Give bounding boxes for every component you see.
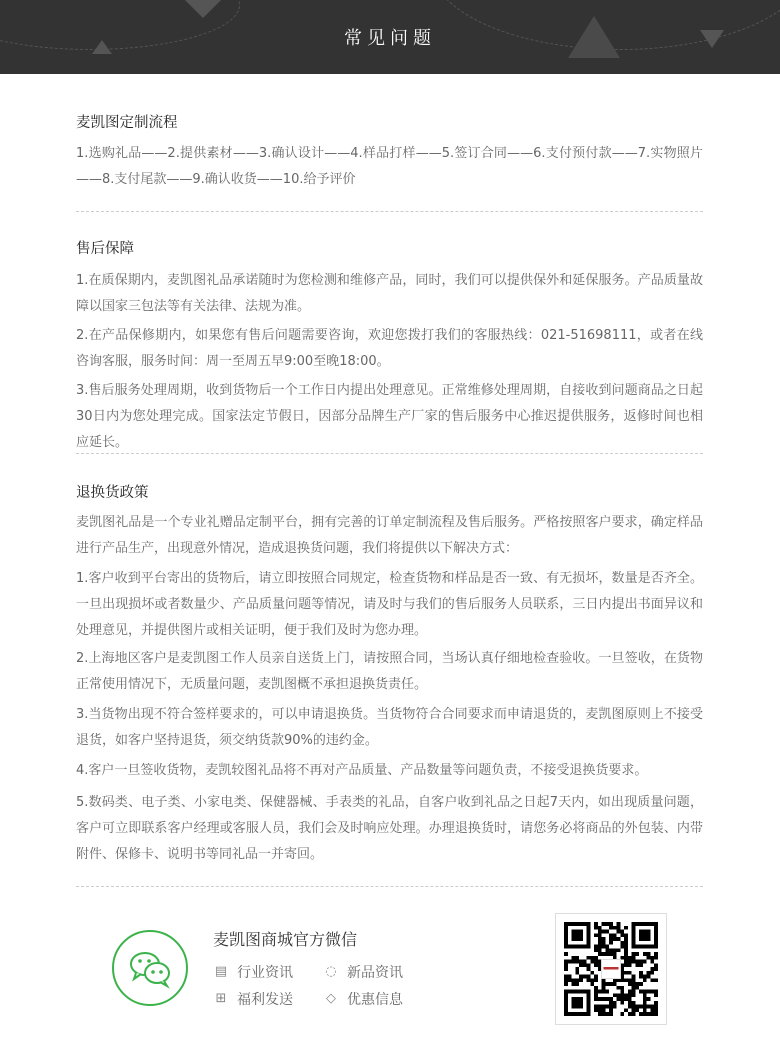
paragraph: 麦凯图礼品是一个专业礼赠品定制平台，拥有完善的订单定制流程及售后服务。严格按照客户要求，确定样品进行产品生产，出现意外情况，造成退换货问题，我们将提供以下解决方式： (76, 515, 703, 556)
paragraph: 2.上海地区客户是麦凯图工作人员亲自送货上门，请按照合同，当场认真仔细地检查验收。一旦签收，在货物正常使用情况下，无质量问题，麦凯图概不承担退换货责任。 (76, 651, 703, 692)
paragraph: 2.在产品保修期内，如果您有售后问题需要咨询，欢迎您拨打我们的客服热线：021-51698111，或者在线咨询客服，服务时间：周一至周五早9:00至晚18:00。 (76, 328, 703, 369)
paragraph: 1.客户收到平台寄出的货物后，请立即按照合同规定，检查货物和样品是否一致、有无损坏，数量是否齐全。一旦出现损坏或者数量少、产品质量问题等情况，请及时与我们的售后服务人员联系，三日内提出书面异议和处理意见，并提供图片或相关证明，便于我们及时为您办理。 (76, 571, 703, 638)
paragraph: 1.在质保期内，麦凯图礼品承诺随时为您检测和维修产品，同时，我们可以提供保外和延保服务。产品质量故障以国家三包法等有关法律、法规为准。 (76, 273, 703, 314)
feature-discounts (323, 989, 403, 1009)
wechat-title: 麦凯图商城官方微信 (213, 930, 358, 949)
divider (76, 211, 703, 212)
divider (76, 453, 703, 454)
wechat-logo (112, 930, 188, 1006)
divider (76, 886, 703, 887)
process-steps: 1.选购礼品——2.提供素材——3.确认设计——4.样品打样——5.签订合同——6.支付预付款——7.实物照片——8.支付尾款——9.确认收货——10.给予评价 (76, 146, 703, 187)
section-title: 退换货政策 (76, 485, 149, 501)
gift-icon: ⊞ (215, 991, 227, 1006)
feature-label: 行业资讯 (237, 965, 293, 981)
feature-new-products (323, 962, 403, 982)
feature-label: 福利发送 (237, 992, 293, 1008)
section-title: 售后保障 (76, 241, 134, 257)
paragraph: 5.数码类、电子类、小家电类、保健器械、手表类的礼品，自客户收到礼品之日起7天内，如出现质量问题，客户可立即联系客户经理或客服人员，我们会及时响应处理。办理退换货时，请您务必将商品的外包装、内带附件、保修卡、说明书等同礼品一并寄回。 (76, 795, 703, 862)
wechat-qr-code (555, 913, 667, 1025)
decor-triangle (185, 0, 221, 18)
chat-bubble-icon: ◌ (325, 964, 337, 979)
page-header (0, 0, 780, 74)
wechat-icon (114, 932, 186, 1004)
document-icon: ▤ (214, 964, 228, 979)
page-title: 常见问题 (344, 28, 436, 49)
paragraph: 3.当货物出现不符合签样要求的，可以申请退换货。当货物符合合同要求而申请退货的，麦凯图原则上不接受退货，如客户坚持退货，须交纳货款90%的违约金。 (76, 707, 703, 748)
qr-code-image (564, 922, 658, 1016)
feature-industry-news (213, 962, 293, 982)
paragraph: 4.客户一旦签收货物，麦凯较图礼品将不再对产品质量、产品数量等问题负责，不接受退换货要求。 (76, 763, 648, 778)
section-title: 麦凯图定制流程 (76, 115, 178, 131)
feature-label: 新品资讯 (347, 965, 403, 981)
feature-welfare (213, 989, 293, 1009)
paragraph: 3.售后服务处理周期，收到货物后一个工作日内提出处理意见。正常维修处理周期，自接收到问题商品之日起30日内为您处理完成。国家法定节假日，因部分品牌生产厂家的售后服务中心推迟提供服务，返修时间也相应延长。 (76, 383, 703, 450)
tag-icon: ◇ (326, 991, 336, 1006)
feature-label: 优惠信息 (347, 992, 403, 1008)
